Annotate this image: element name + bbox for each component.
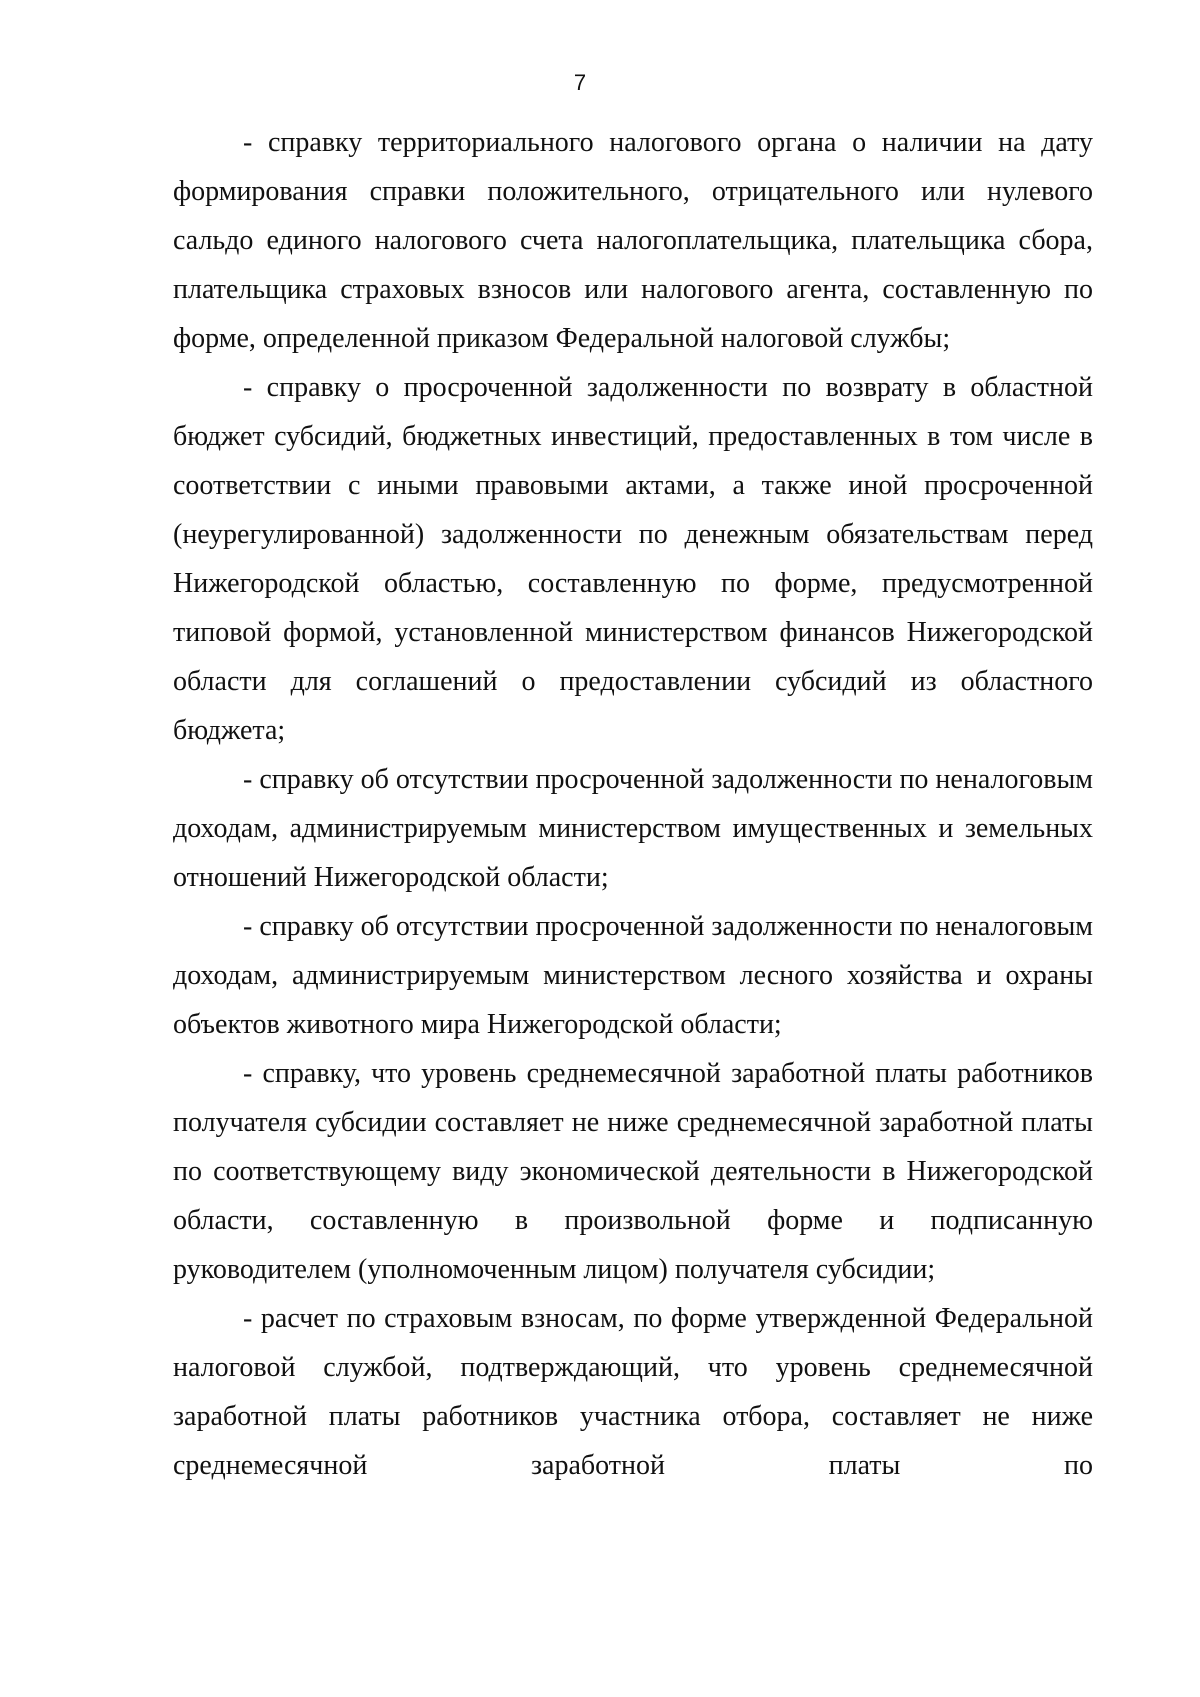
paragraph-forestry-ministry-certificate: - справку об отсутствии просроченной задолженности по неналоговым доходам, администрируемым министерством лесного хозяйства и охраны объектов животного мира Нижегородской области; <box>173 911 1094 1040</box>
paragraph-salary-level-certificate: - справку, что уровень среднемесячной заработной платы работников получателя субсидии составляет не ниже среднемесячной заработной платы по соответствующему виду экономической деятельности в Нижегородской области, составленную в произвольной форме и подписанную руководителем (уполномоченным лицом) получателя субсидии; <box>173 1058 1093 1285</box>
page-number: 7 <box>573 70 587 95</box>
document-body <box>173 118 1093 1490</box>
paragraph-overdue-debt-certificate: - справку о просроченной задолженности по возврату в областной бюджет субсидий, бюджетных инвестиций, предоставленных в том числе в соответствии с иными правовыми актами, а также иной просроченной (неурегулированной) задолженности по денежным обязательствам перед Нижегородской областью, составленную по форме, предусмотренной типовой формой, установленной министерством финансов Нижегородской области для соглашений о предоставлении субсидий из областного бюджета; <box>173 372 1093 746</box>
paragraph-insurance-contributions-calc: - расчет по страховым взносам, по форме утвержденной Федеральной налоговой службой, подтверждающий, что уровень среднемесячной заработной платы работников участника отбора, составляет не ниже среднемесячной заработной платы по <box>173 1303 1093 1481</box>
paragraph-property-ministry-certificate: - справку об отсутствии просроченной задолженности по неналоговым доходам, администрируемым министерством имущественных и земельных отношений Нижегородской области; <box>173 764 1094 893</box>
paragraph-tax-balance-certificate: - справку территориального налогового органа о наличии на дату формирования справки положительного, отрицательного или нулевого сальдо единого налогового счета налогоплательщика, плательщика сбора, плательщика страховых взносов или налогового агента, составленную по форме, определенной приказом Федеральной налоговой службы; <box>173 127 1093 354</box>
